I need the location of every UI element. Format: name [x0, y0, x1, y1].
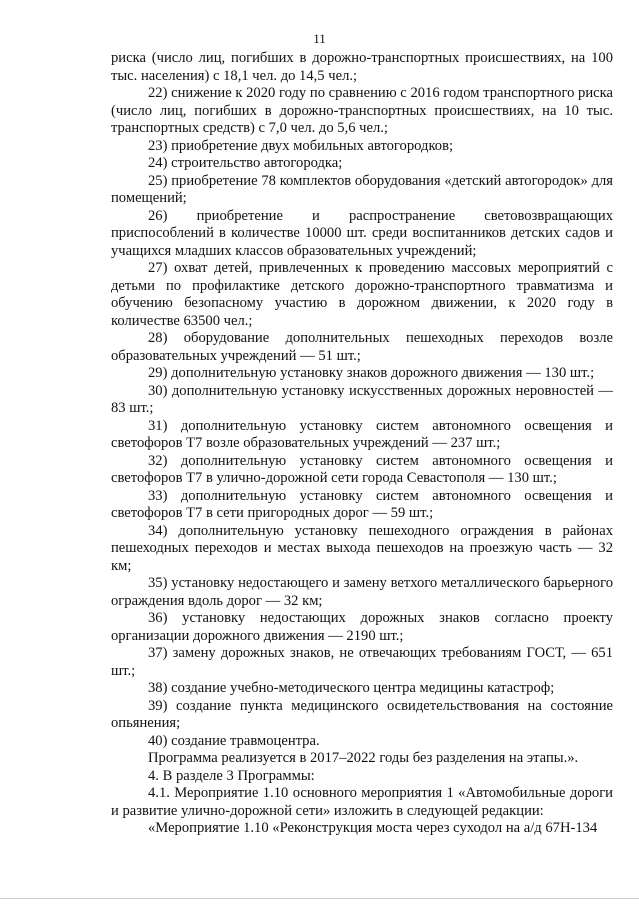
paragraph-item-24: 24) строительство автогородка; [148, 155, 343, 171]
paragraph-section-4: 4. В разделе 3 Программы: [148, 767, 315, 784]
paragraph-item-33: 33) дополнительную установку систем автономного освещения и светофоров Т7 в сети пригородных дорог — 59 шт.; [111, 487, 613, 521]
paragraph-item-35: 35) установку недостающего и замену ветхого металлического барьерного ограждения вдоль дорог — 32 км; [111, 575, 613, 609]
paragraph-item-25: 25) приобретение 78 комплектов оборудования «детский автогородок» для помещений; [111, 172, 613, 206]
paragraph-item-23: 23) приобретение двух мобильных автогородков; [148, 137, 454, 154]
paragraph-item-27: 27) охват детей, привлеченных к проведению массовых мероприятий с детьми по профилактике детского дорожно-транспортного травматизма и обучению безопасному участию в дорожном движении, к 2020 году в количестве 63500 чел.; [111, 260, 613, 329]
paragraph-item-38: 38) создание учебно-методического центра медицины катастроф; [148, 680, 555, 696]
page-number: 11 [313, 31, 326, 46]
paragraph-item-29: 29) дополнительную установку знаков дорожного движения — 130 шт.; [148, 365, 595, 381]
paragraph-item-30: 30) дополнительную установку искусственных дорожных неровностей — 83 шт.; [111, 382, 613, 416]
document-body [111, 50, 613, 838]
paragraph-item-31: 31) дополнительную установку систем автономного освещения и светофоров Т7 возле образовательных учреждений — 237 шт.; [111, 417, 613, 451]
paragraph-item-22: 22) снижение к 2020 году по сравнению с 2016 годом транспортного риска (число лиц, погибших в дорожно-транспортных происшествиях, на 10 тыс. транспортных средств) с 7,0 чел. до 5,6 чел.; [111, 85, 613, 136]
paragraph-program-period: Программа реализуется в 2017–2022 годы без разделения на этапы.». [148, 750, 579, 766]
paragraph-item-32: 32) дополнительную установку систем автономного освещения и светофоров Т7 в улично-дорожной сети города Севастополя — 130 шт.; [111, 452, 613, 486]
paragraph-item-36: 36) установку недостающих дорожных знаков согласно проекту организации дорожного движения — 2190 шт.; [111, 610, 613, 644]
paragraph-risk-continuation: риска (число лиц, погибших в дорожно-транспортных происшествиях, на 100 тыс. населения) с 18,1 чел. до 14,5 чел.; [111, 50, 613, 84]
page-bottom-edge [0, 898, 639, 899]
paragraph-item-40: 40) создание травмоцентра. [148, 732, 320, 749]
paragraph-item-34: 34) дополнительную установку пешеходного ограждения в районах пешеходных переходов и местах выхода пешеходов на проезжую часть — 32 км; [111, 522, 613, 574]
paragraph-item-37: 37) замену дорожных знаков, не отвечающих требованиям ГОСТ, — 651 шт.; [111, 645, 613, 679]
paragraph-measure-1-10-quote: «Мероприятие 1.10 «Реконструкция моста через суходол на а/д 67Н-134 [148, 820, 598, 836]
paragraph-section-4-1: 4.1. Мероприятие 1.10 основного мероприятия 1 «Автомобильные дороги и развитие улично-дорожной сети» изложить в следующей редакции: [111, 785, 613, 819]
paragraph-item-28: 28) оборудование дополнительных пешеходных переходов возле образовательных учреждений — 51 шт.; [111, 330, 613, 364]
paragraph-item-26: 26) приобретение и распространение световозвращающих приспособлений в количестве 10000 шт. среди воспитанников детских садов и учащихся младших классов образовательных учреждений; [111, 207, 613, 259]
paragraph-item-39: 39) создание пункта медицинского освидетельствования на состояние опьянения; [111, 697, 613, 731]
